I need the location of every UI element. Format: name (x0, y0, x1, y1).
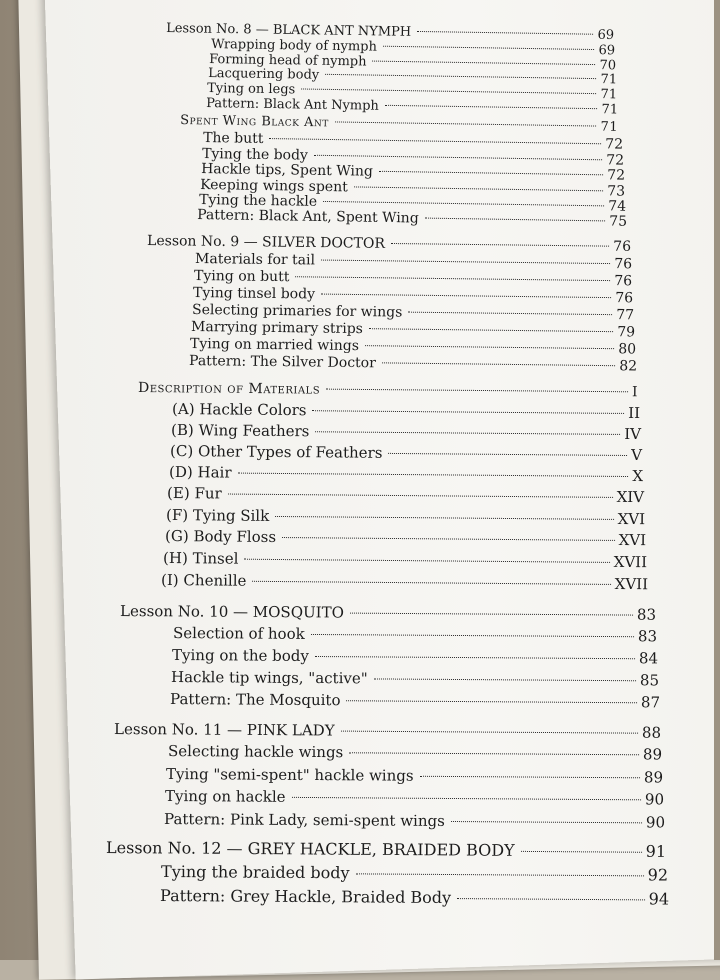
toc-heading-lesson-11 (114, 720, 661, 742)
toc-page-number: II (628, 403, 641, 423)
toc-entry (165, 527, 646, 549)
toc-entry-label: (E) Fur (167, 484, 222, 503)
toc-page-number: 83 (637, 627, 658, 646)
toc-page-number: 71 (600, 87, 618, 103)
toc-entry (166, 765, 663, 786)
toc-page-number: 89 (642, 745, 663, 764)
toc-page-number: 92 (647, 865, 669, 885)
toc-entry-label: Keeping wings spent (200, 177, 348, 196)
toc-entry (166, 506, 645, 528)
toc-entry-label: Tying on married wings (190, 336, 360, 355)
toc-entry-label: Tying tinsel body (193, 285, 316, 303)
toc-page-number: 90 (645, 813, 666, 832)
toc-entry-label: (C) Other Types of Feathers (170, 442, 383, 462)
toc-entry-label: Hackle tips, Spent Wing (201, 161, 374, 180)
toc-entry (172, 400, 640, 422)
toc-page-number: XIV (616, 487, 645, 507)
toc-heading-label: Lesson No. 9 — SILVER DOCTOR (147, 233, 386, 252)
toc-heading-label: Description of Materials (138, 380, 321, 398)
toc-page-number: 90 (644, 790, 665, 809)
toc-page-number: XVII (613, 552, 648, 572)
toc-page-number: 89 (643, 768, 664, 787)
toc-entry (161, 862, 668, 885)
toc-entry (160, 886, 669, 909)
toc-entry-label: Hackle tip wings, "active" (171, 668, 368, 688)
toc-page-number: 76 (615, 290, 634, 307)
toc-entry-label: Pattern: Black Ant Nymph (206, 96, 379, 114)
toc-page-number: 73 (607, 183, 626, 200)
toc-heading-lesson-12 (106, 838, 666, 861)
toc-entry-label: Tying on butt (194, 268, 290, 286)
toc-page-number: XVI (618, 530, 647, 550)
toc-page-number: X (632, 467, 644, 486)
toc-entry-label: Lacquering body (208, 66, 320, 83)
toc-heading-label: Lesson No. 8 — BLACK ANT NYMPH (166, 21, 412, 40)
toc-heading-label: Lesson No. 12 — GREY HACKLE, BRAIDED BODY (106, 838, 515, 860)
toc-subheading-label: Spent Wing Black Ant (180, 113, 329, 131)
toc-entry-label: Materials for tail (195, 251, 316, 269)
toc-entry-label: (F) Tying Silk (166, 506, 270, 525)
toc-page-number: 80 (618, 341, 637, 358)
toc-entry-label: (B) Wing Feathers (171, 421, 310, 441)
toc-page-number: 94 (648, 889, 670, 909)
toc-page-number: 82 (619, 358, 638, 375)
toc-entry-label: Forming head of nymph (209, 52, 367, 70)
toc-entry (164, 810, 665, 831)
toc-page-number: 72 (605, 136, 624, 153)
toc-entry (170, 442, 642, 464)
toc-entry-label: Pattern: Grey Hackle, Braided Body (160, 886, 452, 908)
toc-entry (165, 787, 664, 808)
toc-entry-label: (H) Tinsel (163, 549, 239, 568)
toc-entry (163, 549, 647, 571)
toc-page-number: 87 (640, 693, 661, 712)
toc-page-number: V (631, 446, 643, 465)
toc-page-number: 72 (607, 167, 626, 184)
toc-entry-label: (A) Hackle Colors (172, 400, 307, 420)
toc-entry (168, 742, 662, 763)
toc-page-number: 76 (613, 238, 632, 255)
toc-page-number: 72 (606, 152, 625, 169)
toc-page-number: XVII (614, 574, 649, 594)
toc-entry-label: Tying "semi-spent" hackle wings (166, 765, 414, 785)
toc-entry-label: Selecting hackle wings (168, 742, 344, 762)
toc-entry (170, 690, 660, 711)
toc-entry-label: Tying the braided body (161, 862, 350, 883)
toc-page-number: 71 (600, 72, 618, 88)
toc-page-number: 69 (597, 27, 615, 44)
toc-entry-label: Tying on the body (172, 646, 309, 665)
toc-heading-description-of-materials (138, 380, 638, 400)
toc-entry-label: Wrapping body of nymph (211, 37, 378, 55)
toc-entry-label: Tying on hackle (165, 787, 286, 806)
toc-page-number: 85 (639, 671, 660, 690)
toc-page-number: 70 (599, 58, 617, 74)
toc-entry-label: Pattern: The Mosquito (170, 690, 341, 710)
toc-page-number: 79 (617, 324, 636, 341)
toc-heading-label: Lesson No. 11 — PINK LADY (114, 720, 335, 740)
toc-page-number: 74 (608, 198, 627, 215)
toc-entry-label: The butt (203, 130, 264, 147)
toc-page-number: I (631, 384, 639, 401)
toc-entry-label: Tying the body (202, 146, 309, 164)
toc-page-number: 76 (614, 256, 633, 273)
toc-entry (161, 571, 648, 593)
toc-entry (167, 484, 644, 506)
toc-entry (171, 421, 641, 443)
toc-entry-label: Marrying primary strips (191, 319, 364, 338)
toc-page-number: 83 (636, 605, 657, 624)
toc-entry-label: Tying on legs (207, 81, 296, 98)
toc-entry-label: (I) Chenille (161, 571, 247, 590)
toc-entry-label: Pattern: The Silver Doctor (189, 353, 376, 372)
toc-entry (169, 463, 643, 485)
toc-entry-label: Pattern: Black Ant, Spent Wing (197, 207, 419, 227)
toc-page-number: 71 (600, 119, 619, 135)
toc-entry-label: Pattern: Pink Lady, semi-spent wings (164, 810, 445, 830)
toc-entry (173, 624, 657, 645)
toc-entry (172, 646, 658, 667)
toc-entry (171, 668, 659, 689)
toc-entry-label: Tying the hackle (199, 192, 318, 210)
toc-heading-label: Lesson No. 10 — MOSQUITO (120, 602, 344, 622)
toc-page-number: XVI (617, 509, 646, 529)
toc-entry-label: Selection of hook (173, 624, 305, 643)
toc-page-number: 91 (645, 841, 667, 861)
toc-page-number: 76 (614, 273, 633, 290)
toc-entry-label: Selecting primaries for wings (192, 302, 403, 321)
toc-page-number: 77 (616, 307, 635, 324)
toc-page-number: 75 (609, 213, 628, 230)
toc-entry-label: (G) Body Floss (165, 527, 277, 546)
toc-page-number: IV (624, 424, 642, 444)
toc-page-number: 88 (641, 723, 662, 742)
toc-page-number: 71 (601, 102, 619, 118)
toc-page-number: 84 (638, 649, 659, 668)
toc-heading-lesson-10 (120, 602, 656, 624)
toc-entry-label: (D) Hair (169, 463, 232, 482)
toc-page-number: 69 (598, 43, 616, 59)
